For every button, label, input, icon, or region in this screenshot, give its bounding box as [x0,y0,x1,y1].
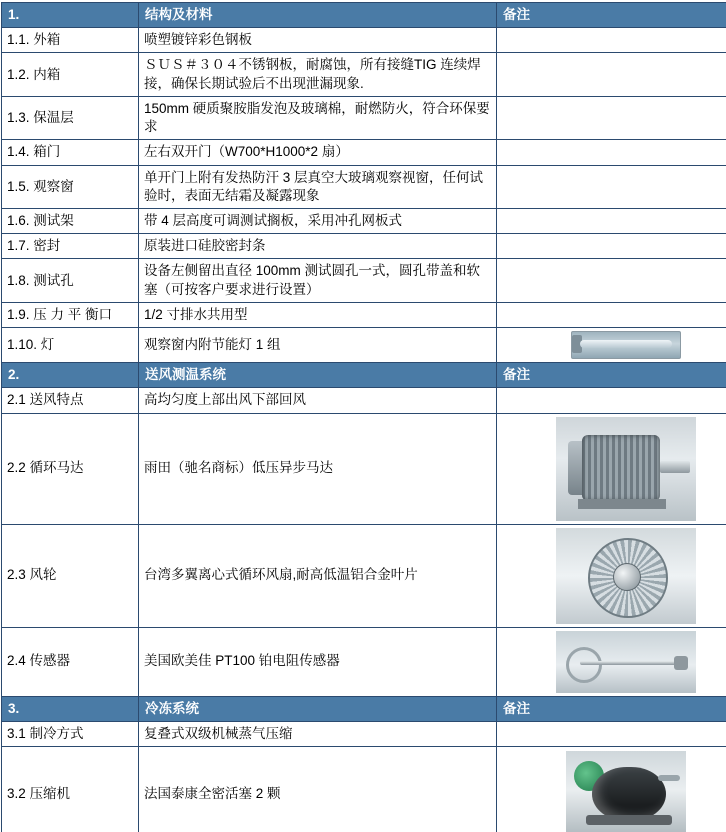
row-label: 2.3 风轮 [2,524,139,627]
row-photo-cell [497,746,726,832]
row-description: 雨田（驰名商标）低压异步马达 [139,413,497,524]
table-row [2,259,726,302]
row-description: 美国欧美佳 PT100 铂电阻传感器 [139,627,497,696]
row-remark [497,259,726,302]
row-description: 观察窗内附节能灯 1 组 [139,328,497,363]
row-label: 1.1. 外箱 [2,28,139,53]
table-row [2,746,726,832]
row-label: 2.4 传感器 [2,627,139,696]
row-description: 1/2 寸排水共用型 [139,302,497,327]
table-row [2,208,726,233]
row-description: 150mm 硬质聚胺脂发泡及玻璃棉，耐燃防火，符合环保要求 [139,96,497,139]
row-label: 3.1 制冷方式 [2,721,139,746]
section-title: 冷冻系统 [139,696,497,721]
specification-table [1,2,726,832]
row-description: 台湾多翼离心式循环风扇,耐高低温铝合金叶片 [139,524,497,627]
row-photo-cell [497,328,726,363]
row-remark [497,53,726,96]
row-remark [497,302,726,327]
row-description: 复叠式双级机械蒸气压缩 [139,721,497,746]
row-photo-cell [497,413,726,524]
row-description: 单开门上附有发热防汗 3 层真空大玻璃观察视窗，任何试验时，表面无结霜及凝露现象 [139,165,497,208]
table-row [2,140,726,165]
row-description: 高均匀度上部出风下部回风 [139,388,497,413]
section-title: 送风测温系统 [139,363,497,388]
section-header-row [2,696,726,721]
table-row [2,165,726,208]
sensor-photo [556,631,696,693]
section-number: 2. [2,363,139,388]
row-description: 设备左侧留出直径 100mm 测试圆孔一式，圆孔带盖和软塞（可按客户要求进行设置） [139,259,497,302]
row-remark [497,28,726,53]
row-description: 原装进口硅胶密封条 [139,234,497,259]
row-label: 1.9. 压 力 平 衡口 [2,302,139,327]
row-remark [497,96,726,139]
table-row [2,627,726,696]
row-label: 1.2. 内箱 [2,53,139,96]
row-description: 左右双开门（W700*H1000*2 扇） [139,140,497,165]
row-description: ＳＵＳ＃３０４不锈钢板，耐腐蚀，所有接缝TIG 连续焊接，确保长期试验后不出现泄漏现象. [139,53,497,96]
row-label: 3.2 压缩机 [2,746,139,832]
row-description: 法国泰康全密活塞 2 颗 [139,746,497,832]
row-label: 1.3. 保温层 [2,96,139,139]
table-row [2,524,726,627]
row-remark [497,208,726,233]
row-label: 1.7. 密封 [2,234,139,259]
table-row [2,328,726,363]
section-remark-header: 备注 [497,3,726,28]
lamp-photo [571,331,681,359]
table-row [2,388,726,413]
section-title: 结构及材料 [139,3,497,28]
section-number: 1. [2,3,139,28]
motor-photo [556,417,696,521]
table-row [2,413,726,524]
section-header-row [2,3,726,28]
section-header-row [2,363,726,388]
row-label: 1.6. 测试架 [2,208,139,233]
row-description: 带 4 层高度可调测试搁板，采用冲孔网板式 [139,208,497,233]
compressor-photo [566,751,686,832]
table-row [2,302,726,327]
row-remark [497,140,726,165]
table-row [2,96,726,139]
row-label: 1.8. 测试孔 [2,259,139,302]
row-remark [497,234,726,259]
row-photo-cell [497,627,726,696]
section-number: 3. [2,696,139,721]
row-label: 1.10. 灯 [2,328,139,363]
row-remark [497,388,726,413]
row-photo-cell [497,524,726,627]
row-label: 2.1 送风特点 [2,388,139,413]
row-remark [497,165,726,208]
section-remark-header: 备注 [497,363,726,388]
section-remark-header: 备注 [497,696,726,721]
row-description: 喷塑镀锌彩色钢板 [139,28,497,53]
row-label: 2.2 循环马达 [2,413,139,524]
row-remark [497,721,726,746]
row-label: 1.5. 观察窗 [2,165,139,208]
table-row [2,234,726,259]
table-row [2,53,726,96]
row-label: 1.4. 箱门 [2,140,139,165]
table-row [2,721,726,746]
table-row [2,28,726,53]
fan-wheel-photo [556,528,696,624]
